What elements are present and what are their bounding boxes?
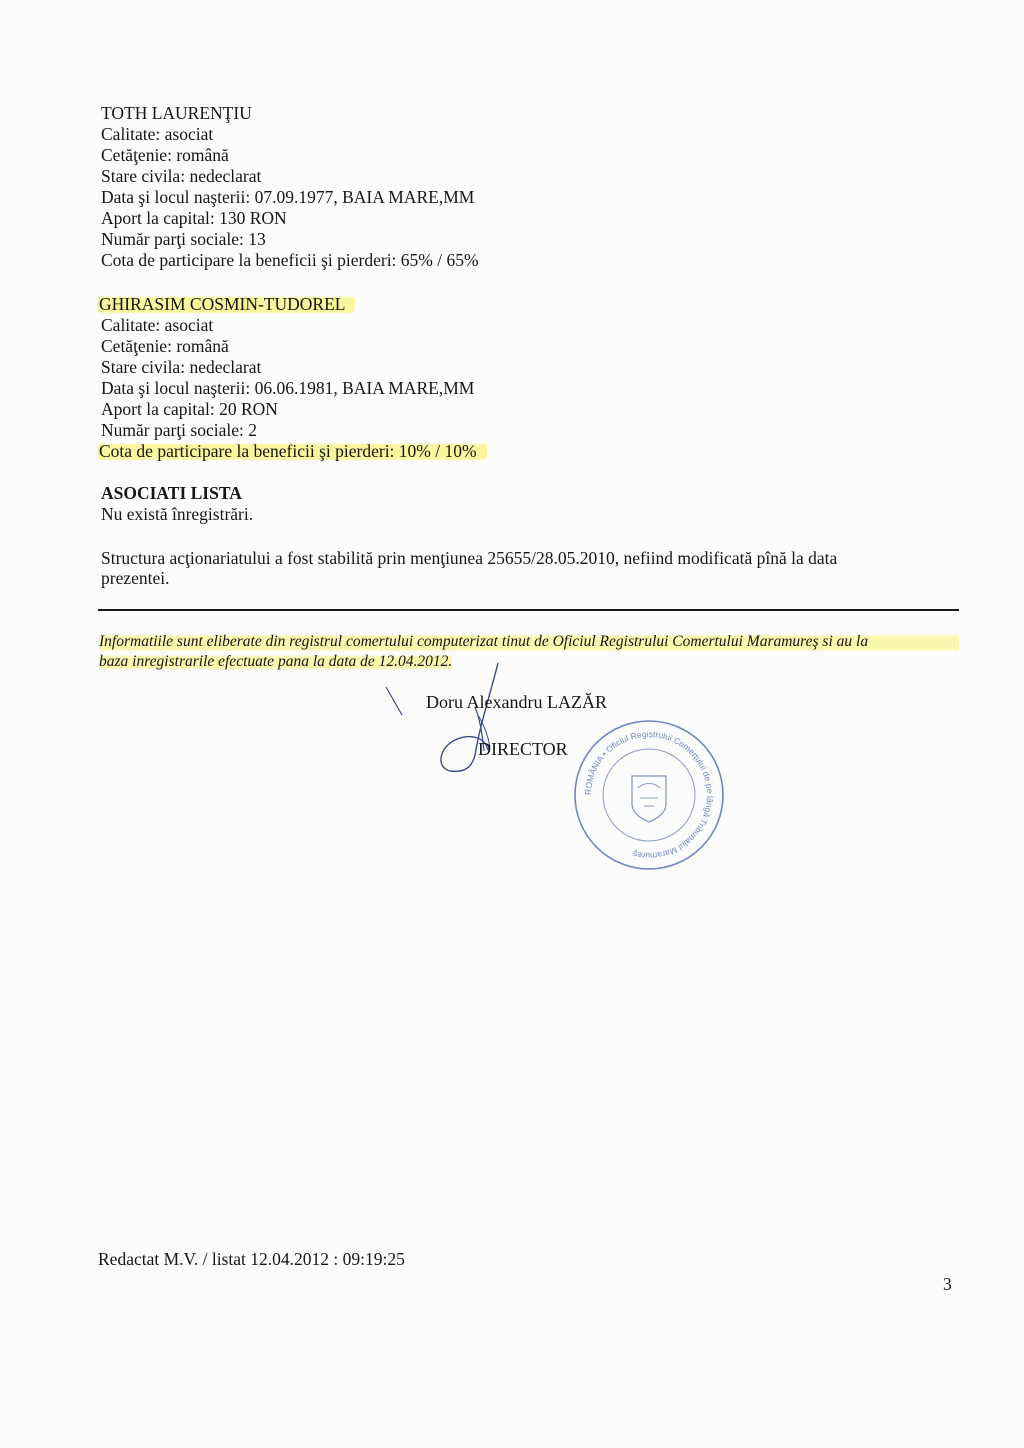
associate-citizenship: Cetăţenie: română <box>101 336 229 356</box>
registry-info-line-1: Informatiile sunt eliberate din registrul comertului computerizat tinut de Oficiul Registrului Comertului Maramureş si au la <box>99 632 959 652</box>
associate-capital: Aport la capital: 130 RON <box>101 208 287 228</box>
footer-print-info: Redactat M.V. / listat 12.04.2012 : 09:19:25 <box>98 1249 405 1269</box>
signer-role: DIRECTOR <box>478 739 568 759</box>
associate-marital-status: Stare civila: nedeclarat <box>101 166 262 186</box>
horizontal-rule <box>98 609 959 611</box>
associate-name: TOTH LAURENŢIU <box>101 103 252 123</box>
signer-name: Doru Alexandru LAZĂR <box>426 692 607 712</box>
associate-shares: Număr parţi sociale: 13 <box>101 229 266 249</box>
associate-role: Calitate: asociat <box>101 315 214 335</box>
associate-entry-1 <box>101 103 479 271</box>
associate-birth: Data şi locul naşterii: 06.06.1981, BAIA MARE,MM <box>101 378 475 398</box>
associate-citizenship: Cetăţenie: română <box>101 145 229 165</box>
associate-profit-share: Cota de participare la beneficii şi pierderi: 10% / 10% <box>97 441 487 461</box>
associates-list-section <box>101 483 253 525</box>
shareholding-structure-note: Structura acţionariatului a fost stabilită prin menţiunea 25655/28.05.2010, nefiind modificată pînă la data prezentei. <box>101 548 838 588</box>
associate-name: GHIRASIM COSMIN-TUDOREL <box>97 294 355 314</box>
section-text: Nu există înregistrări. <box>101 504 254 524</box>
associate-role: Calitate: asociat <box>101 124 214 144</box>
registry-info-line-2: baza inregistrarile efectuate pana la data de 12.04.2012. <box>99 653 453 670</box>
stamp-text: ROMÂNIA • Oficiul Registrului Comerţului de pe lângă Tribunalul Maramureş <box>582 728 716 862</box>
associate-capital: Aport la capital: 20 RON <box>101 399 278 419</box>
associate-birth: Data şi locul naşterii: 07.09.1977, BAIA MARE,MM <box>101 187 475 207</box>
associate-profit-share: Cota de participare la beneficii şi pierderi: 65% / 65% <box>101 250 479 270</box>
associate-shares: Număr parţi sociale: 2 <box>101 420 257 440</box>
official-stamp-icon <box>572 718 726 872</box>
associate-entry-2 <box>101 294 487 462</box>
section-title: ASOCIATI LISTA <box>101 483 242 503</box>
page-number: 3 <box>943 1274 952 1294</box>
associate-marital-status: Stare civila: nedeclarat <box>101 357 262 377</box>
